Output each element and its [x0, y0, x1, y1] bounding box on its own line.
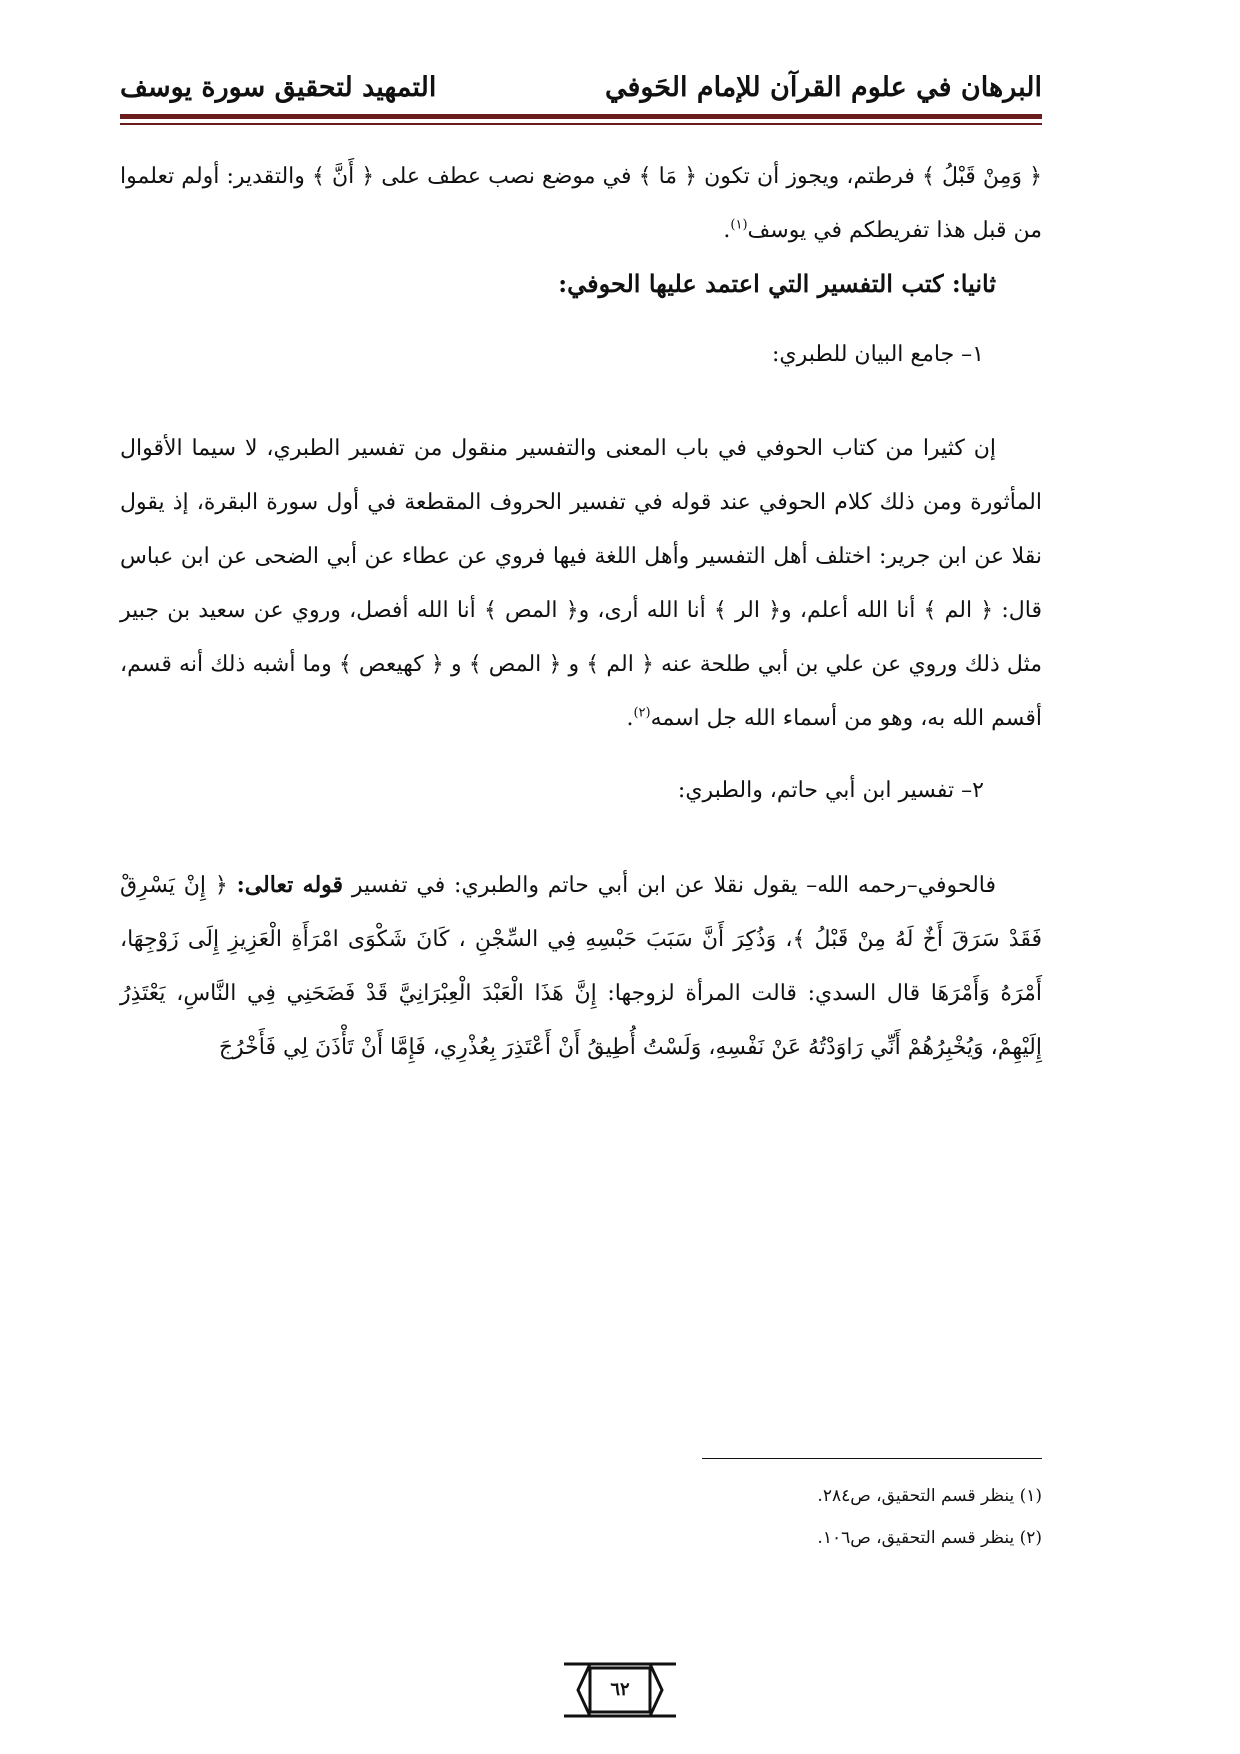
footnote-separator	[702, 1458, 1042, 1459]
chapter-title: التمهيد لتحقيق سورة يوسف	[120, 72, 437, 103]
bold-phrase: قوله تعالى:	[236, 872, 344, 898]
footnote-ref-1[interactable]: (١)	[730, 217, 748, 233]
paragraph-1: ﴿ وَمِنْ قَبْلُ ﴾ فرطتم، ويجوز أن تكون ﴿ مَا ﴾ في موضع نصب عطف على ﴿ أَنَّ ﴾ والتقدير: أولم تعلموا من قبل هذا تفريطكم في يوسف$^{(١)}$.	[120, 164, 1042, 243]
page-number: ٦٢	[610, 1679, 630, 1700]
subheading-1: ١– جامع البيان للطبري:	[772, 342, 984, 367]
footnotes	[542, 1475, 1042, 1559]
footnote-ref-2[interactable]: (٢)	[633, 705, 651, 721]
subheading-2: ٢– تفسير ابن أبي حاتم، والطبري:	[677, 778, 984, 803]
section-heading: ثانيا: كتب التفسير التي اعتمد عليها الحوفي:	[558, 269, 996, 298]
header-rule-thin	[120, 123, 1042, 125]
footnote-2: (٢) ينظر قسم التحقيق، ص١٠٦.	[817, 1528, 1042, 1548]
main-text	[120, 150, 1042, 1075]
page-number-badge	[560, 1660, 680, 1720]
footnote-1: (١) ينظر قسم التحقيق، ص٢٨٤.	[817, 1486, 1042, 1506]
running-header	[120, 68, 1042, 108]
header-rule-thick	[120, 114, 1042, 119]
paragraph-3: فالحوفي–رحمه الله– يقول نقلا عن ابن أبي حاتم والطبري: في تفسير قوله تعالى: ﴿ إِنْ يَسْرِقْ فَقَدْ سَرَقَ أَخٌ لَهُ مِنْ قَبْلُ ﴾، وَذُكِرَ أَنَّ سَبَبَ حَبْسِهِ فِي السِّجْنِ ، كَانَ شَكْوَى امْرَأَةِ الْعَزِيزِ إِلَى زَوْجِهَا، أَمْرَهُ وَأَمْرَهَا قال السدي: قالت المرأة لزوجها: إِنَّ هَذَا الْعَبْدَ الْعِبْرَانِيَّ قَدْ فَضَحَنِي فِي النَّاسِ، يَعْتَذِرُ إِلَيْهِمْ، وَيُخْبِرُهُمْ أَنِّي رَاوَدْتُهُ عَنْ نَفْسِهِ، وَلَسْتُ أُطِيقُ أَنْ أَعْتَذِرَ بِعُذْرِي، فَإِمَّا أَنْ تَأْذَنَ لِي فَأَخْرُجَ	[120, 872, 1042, 1060]
paragraph-2: إن كثيرا من كتاب الحوفي في باب المعنى والتفسير منقول من تفسير الطبري، لا سيما الأقوال المأثورة ومن ذلك كلام الحوفي عند قوله في تفسير الحروف المقطعة في أول سورة البقرة، إذ يقول نقلا عن ابن جرير: اختلف أهل التفسير وأهل اللغة فيها فروي عن عطاء عن أبي الضحى عن ابن عباس قال: ﴿ الم ﴾ أنا الله أعلم، و﴿ الر ﴾ أنا الله أرى، و﴿ المص ﴾ أنا الله أفصل، وروي عن سعيد بن جبير مثل ذلك وروي عن علي بن أبي طلحة عنه ﴿ الم ﴾ و ﴿ المص ﴾ و ﴿ كهيعص ﴾ وما أشبه ذلك أنه قسم، أقسم الله به، وهو من أسماء الله جل اسمه$^{(٢)}$.	[120, 436, 1042, 731]
book-title: البرهان في علوم القرآن للإمام الحَوفي	[604, 72, 1042, 103]
